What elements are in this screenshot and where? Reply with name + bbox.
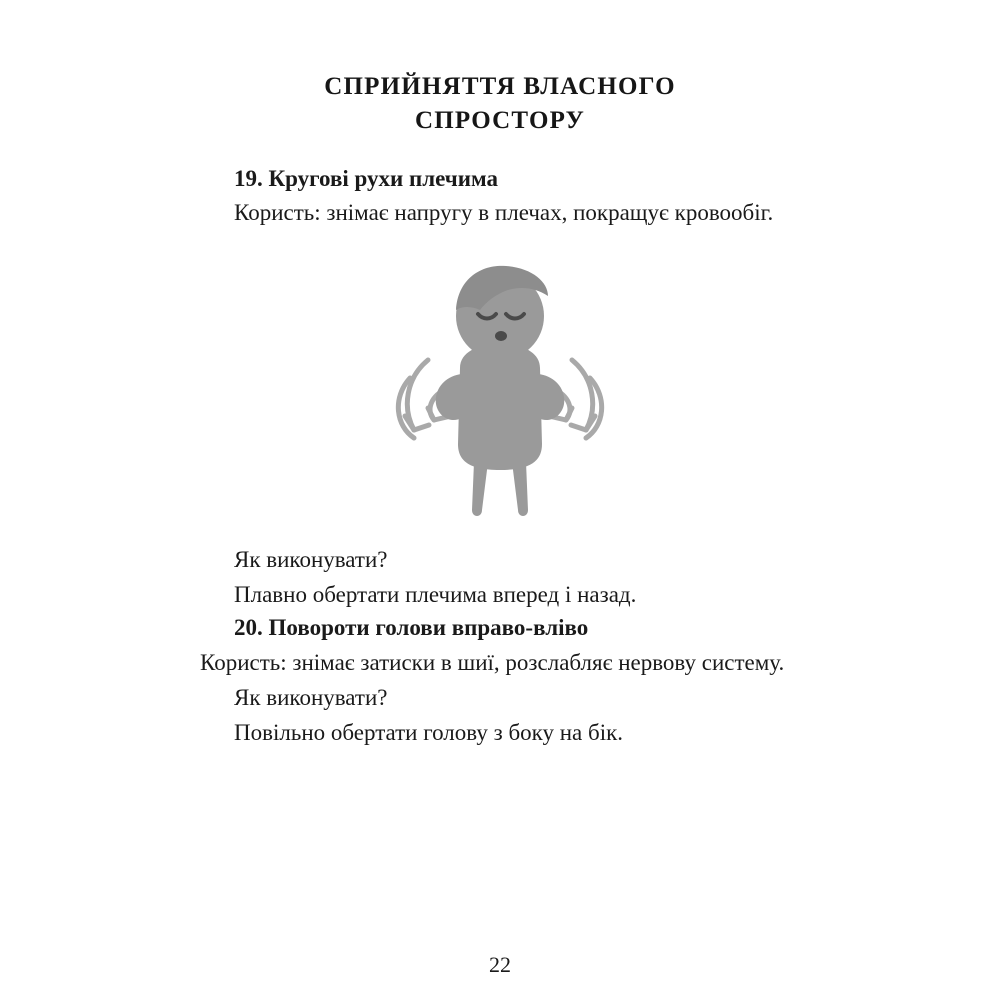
exercise-19-heading: 19. Кругові рухи плечима — [234, 165, 499, 191]
shoulder-circles-figure — [310, 248, 690, 528]
page-title — [200, 70, 800, 138]
exercise-19-howto-label: Як виконувати? — [234, 547, 388, 573]
page-title-line-1: СПРИЙНЯТТЯ ВЛАСНОГО — [324, 73, 676, 100]
page-title-line-2: СПРОСТОРУ — [414, 106, 586, 134]
exercise-19-benefit: Користь: знімає напругу в плечах, покращує кровообіг. — [234, 200, 774, 226]
exercise-20-howto-text: Повільно обертати голову з боку на бік. — [234, 719, 624, 745]
page-content — [200, 70, 800, 751]
page-number: 22 — [489, 952, 511, 977]
exercise-20-benefit: Користь: знімає затиски в шиї, розслабляє нервову систему. — [200, 650, 785, 676]
exercise-20-howto-label: Як виконувати? — [234, 684, 388, 710]
exercise-20-heading: 20. Повороти голови вправо-вліво — [234, 615, 589, 641]
illustration-container — [200, 248, 800, 528]
exercise-19-howto-text: Плавно обертати плечима вперед і назад. — [234, 581, 637, 607]
